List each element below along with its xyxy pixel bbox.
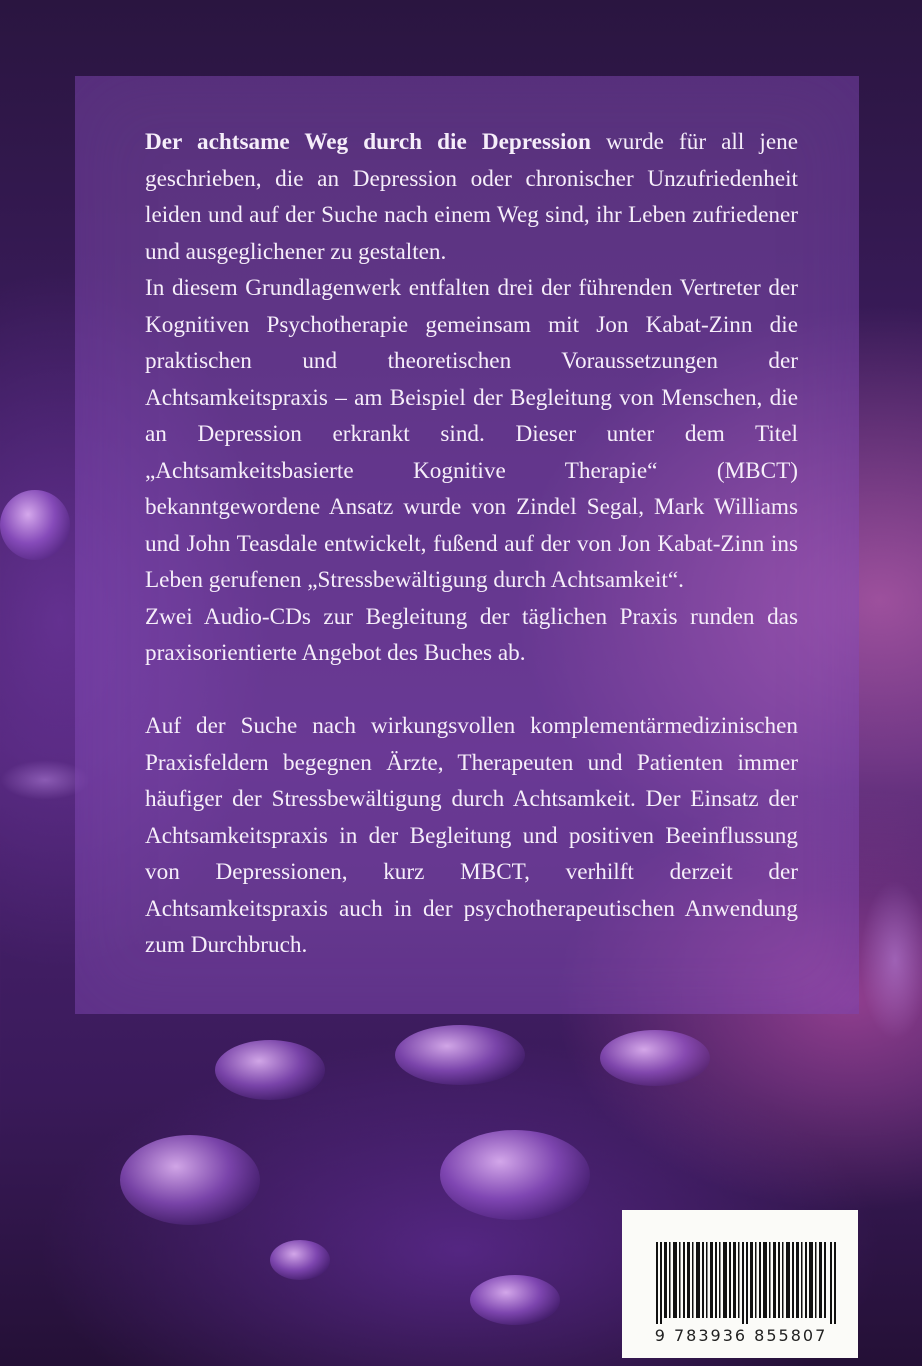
isbn-digits: 9 783936 855807 (654, 1326, 828, 1345)
description-paragraph: In diesem Grundlagenwerk entfalten drei der führenden Vertreter der Kognitiven Psychotherapie gemeinsam mit Jon Kabat-Zinn die praktischen und theoretischen Voraussetzungen der Achtsamkeitspraxis – am Beispiel der Begleitung von Menschen, die an Depression erkrankt sind. Dieser unter dem Titel „Achtsamkeitsbasierte Kognitive Therapie“ (MBCT) bekanntgewordene Ansatz wurde von Zindel Segal, Mark Williams und John Teasdale entwickelt, fußend auf der von Jon Kabat-Zinn ins Leben gerufenen „Stressbewältigung durch Achtsamkeit“. (145, 275, 798, 593)
water-droplet (440, 1130, 590, 1220)
intro-paragraph (145, 124, 798, 270)
back-cover-text (145, 124, 798, 964)
water-droplet (215, 1040, 325, 1100)
intro-text: wurde für all jene geschrieben, die an Depression oder chronischer Unzufriedenheit leiden und auf der Suche nach einem Weg sind, ihr Leben zufriedener und ausgeglichener zu gestalten. (145, 129, 799, 265)
book-title-inline: Der achtsame Weg durch die Depression (145, 129, 591, 155)
water-droplet (600, 1030, 710, 1086)
water-droplet (395, 1025, 525, 1085)
context-paragraph: Auf der Suche nach wirkungsvollen komplementärmedizinischen Praxisfeldern begegnen Ärzte, Therapeuten und Patienten immer häufiger der Stressbewältigung durch Achtsamkeit. Der Einsatz der Achtsamkeitspraxis in der Begleitung und positiven Beeinflussung von Depressionen, kurz MBCT, verhilft derzeit der Achtsamkeitspraxis auch in der psychotherapeutischen Anwendung zum Durchbruch. (145, 713, 798, 958)
water-droplet (0, 490, 70, 560)
water-droplet (470, 1275, 560, 1325)
water-droplet (120, 1135, 260, 1225)
water-droplet (270, 1240, 330, 1280)
light-streak (860, 880, 922, 1040)
barcode-label (622, 1210, 858, 1358)
barcode-icon (656, 1242, 836, 1324)
audio-cd-paragraph: Zwei Audio-CDs zur Begleitung der täglichen Praxis runden das praxisorientierte Angebot des Buches ab. (145, 603, 798, 666)
